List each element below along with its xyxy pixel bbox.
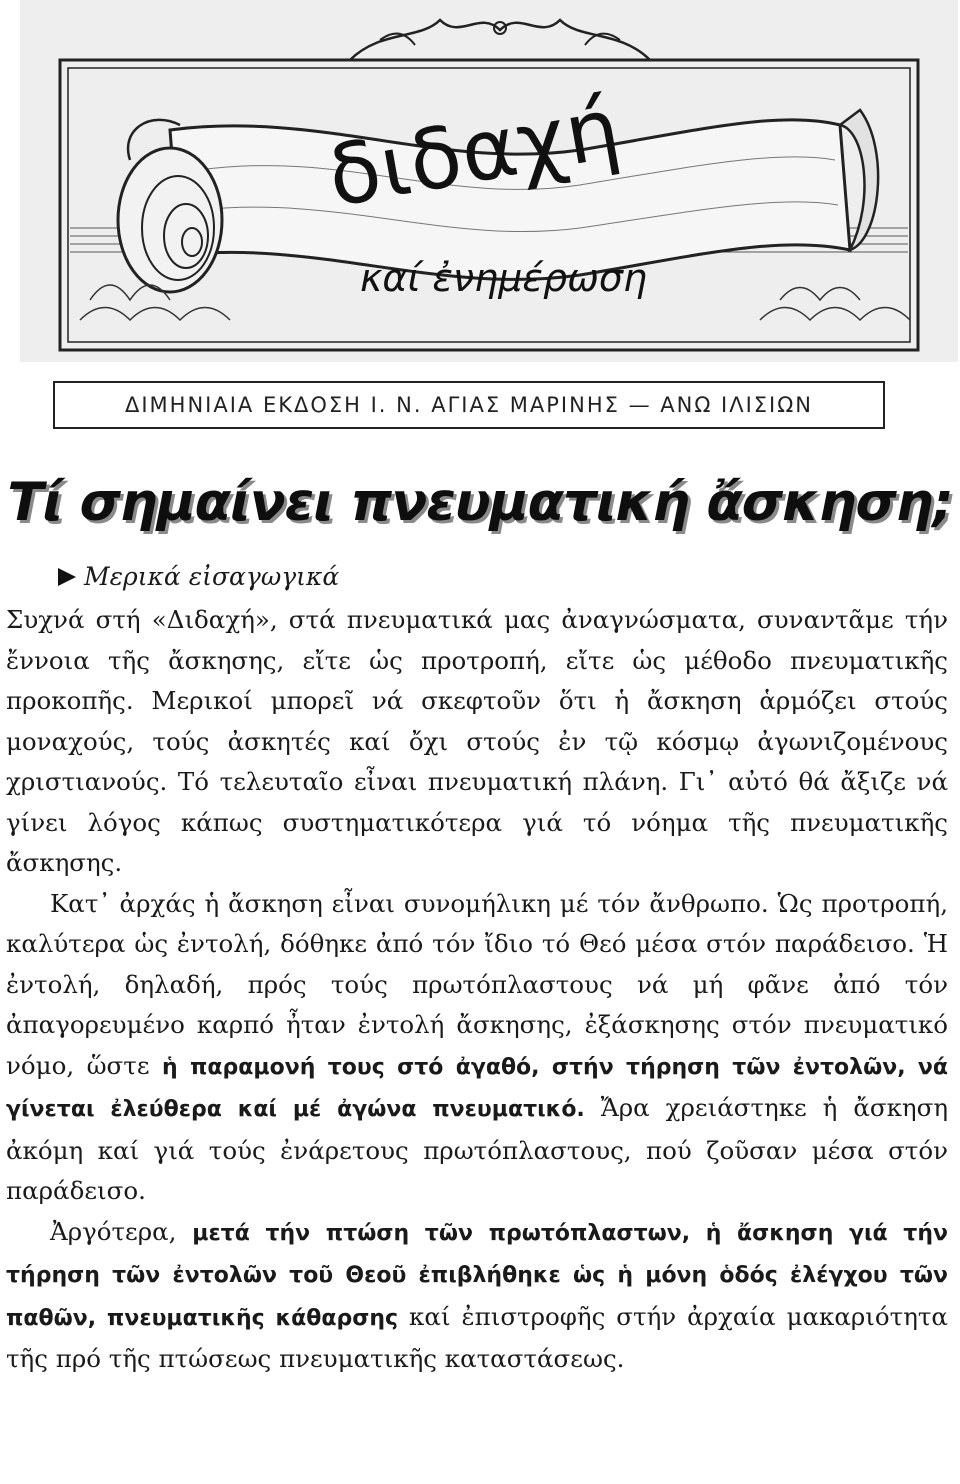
paragraph-1 [6, 600, 948, 884]
paragraph-3-text-b: καί ἐπιστροφῆς στήν ἀρχαία μακαριότητα τῆς πρό τῆς πτώσεως πνευματικῆς καταστάσεως. [6, 1301, 948, 1373]
paragraph-3-emphasis: μετά τήν πτώση τῶν πρωτόπλαστων, ἡ ἄσκηση γιά τήν τήρηση τῶν ἐντολῶν τοῦ Θεοῦ ἐπιβλήθηκε ὡς ἡ μόνη ὁδός ἐλέγχου τῶν παθῶν, πνευματικῆς κάθαρσης [6, 1220, 948, 1331]
paragraph-2-text-b: Ἄρα χρειάστηκε ἡ ἄσκηση ἀκόμη καί γιά τούς ἐνάρετους πρωτόπλαστους, πού ζοῦσαν μέσα στόν παράδεισο. [6, 1093, 948, 1205]
masthead-banner [20, 0, 958, 362]
masthead-subtitle: καί ἐνημέρωση [360, 256, 648, 300]
edition-line: ΔΙΜΗΝΙΑΙΑ ΕΚΔΟΣΗ Ι. Ν. ΑΓΙΑΣ ΜΑΡΙΝΗΣ — ΑΝΩ ΙΛΙΣΙΩΝ [124, 393, 814, 417]
paragraph-3 [6, 1212, 948, 1380]
edition-line-box [53, 381, 885, 429]
paragraph-2-emphasis: ἡ παραμονή τους στό ἀγαθό, στήν τήρηση τῶν ἐντολῶν, νά γίνεται ἐλεύθερα καί μέ ἀγώνα πνευματικό. [6, 1054, 949, 1122]
section-heading-text: Μερικά εἰσαγωγικά [84, 562, 340, 591]
paragraph-3-text-a: Ἀργότερα, [50, 1216, 177, 1246]
paragraph-2-text-a: Κατ᾽ ἀρχάς ἡ ἄσκηση εἶναι συνομήλικη μέ τόν ἄνθρωπο. Ὡς προτροπή, καλύτερα ὡς ἐντολή, δόθηκε ἀπό τόν ἴδιο τό Θεό μέσα στόν παράδεισο. Ἡ ἐντολή, δηλαδή, πρός τούς πρωτόπλαστους νά μή φᾶνε ἀπό τόν ἀπαγορευμένο καρπό ἦταν ἐντολή ἄσκησης, ἐξάσκησης στόν πνευματικό νόμο, ὥστε [6, 888, 948, 1080]
masthead-title: διδαχή [320, 78, 628, 226]
section-heading [58, 562, 339, 591]
paragraph-2 [6, 884, 948, 1212]
triangle-bullet-icon [58, 568, 76, 586]
article-body [6, 600, 948, 1380]
paragraph-1-text: Συχνά στή «Διδαχή», στά πνευματικά μας ἀναγνώσματα, συναντᾶμε τήν ἔννοια τῆς ἄσκησης, εἴτε ὡς προτροπή, εἴτε ὡς μέθοδο πνευματικῆς προκοπῆς. Μερικοί μπορεῖ νά σκεφτοῦν ὅτι ἡ ἄσκηση ἁρμόζει στούς μοναχούς, τούς ἀσκητές καί ὄχι στούς ἐν τῷ κόσμῳ ἀγωνιζομένους χριστιανούς. Τό τελευταῖο εἶναι πνευματική πλάνη. Γι᾽ αὐτό θά ἄξιζε νά γίνει λόγος κάπως συστηματικότερα γιά τό νόημα τῆς πνευματικῆς ἄσκησης. [6, 605, 948, 877]
article-headline: Τί σημαίνει πνευματική ἄσκηση; [7, 472, 953, 533]
